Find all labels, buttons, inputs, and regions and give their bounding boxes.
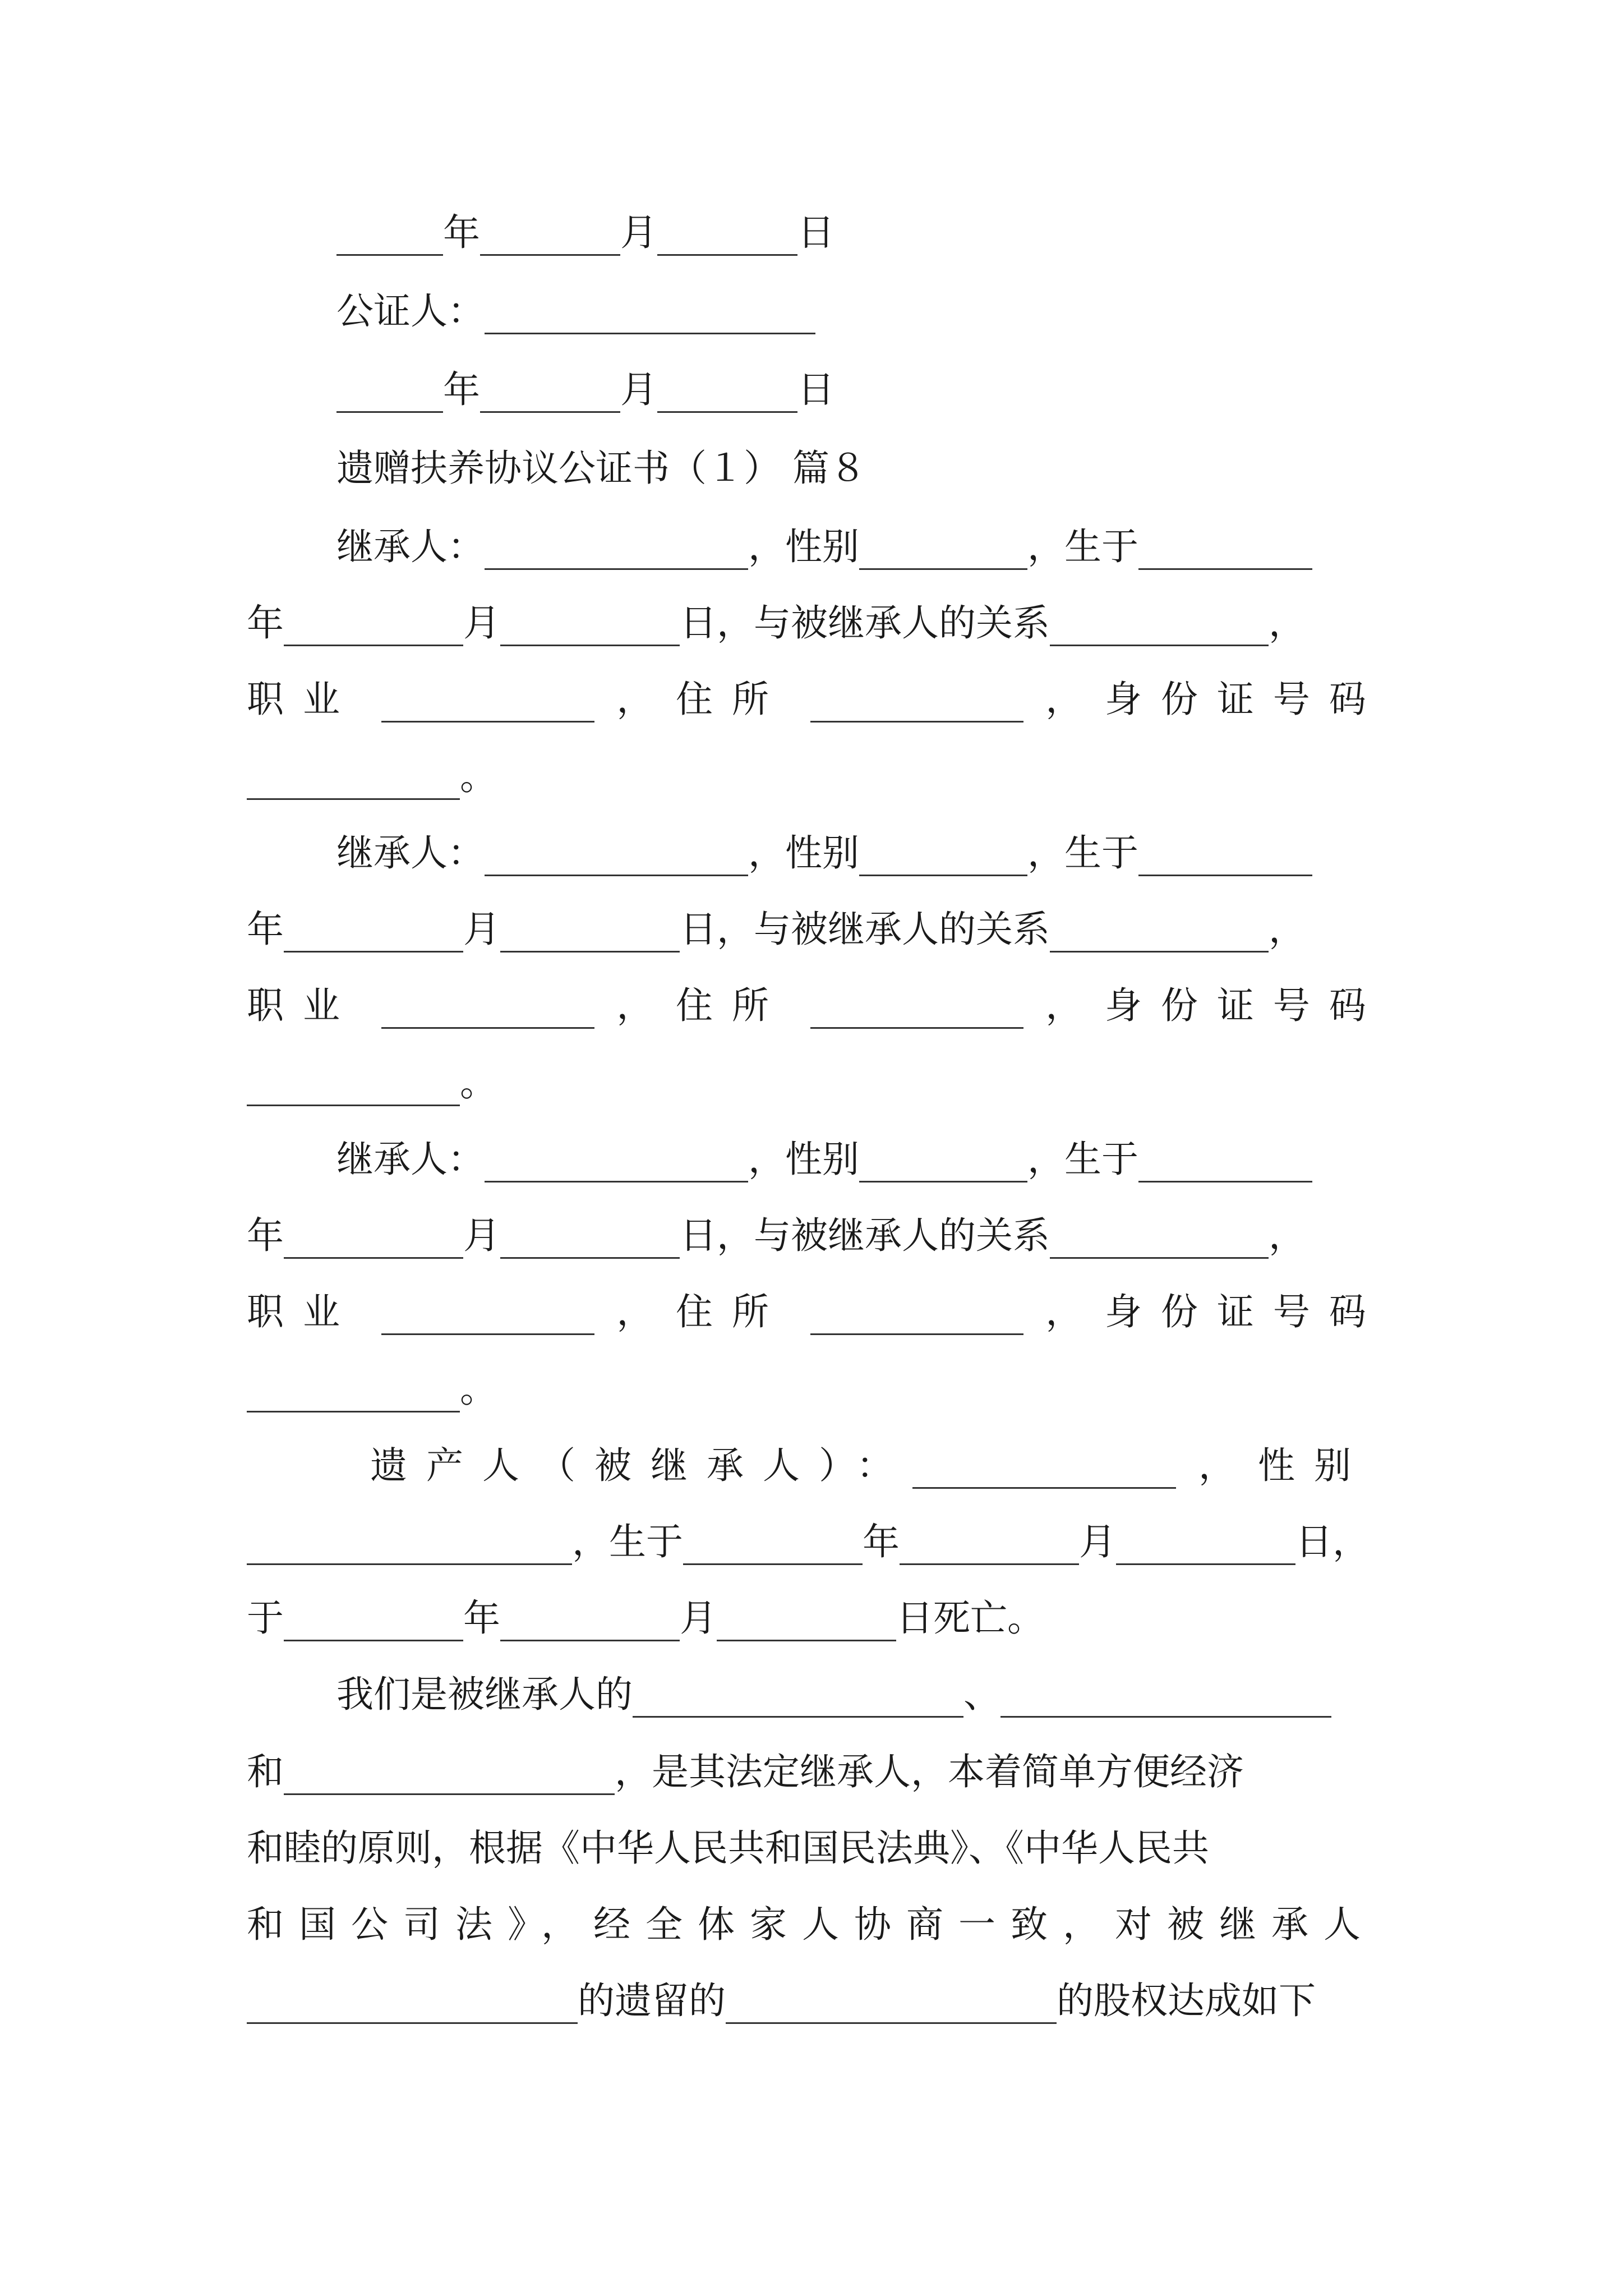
year-label: 年	[247, 1214, 284, 1257]
notary-line	[336, 280, 1385, 342]
comma: ，	[1045, 984, 1083, 1027]
year-label: 年	[443, 368, 480, 411]
heir-3-line-2	[247, 1205, 1385, 1267]
died-suffix: 日死亡。	[896, 1596, 1044, 1640]
statement-line-2	[247, 1741, 1385, 1803]
died-month-blank	[500, 1596, 680, 1641]
company-blank	[726, 1978, 1057, 2024]
gender-blank	[247, 1520, 572, 1565]
heir-label: 继承人：	[336, 1138, 485, 1181]
died-day-blank	[717, 1596, 896, 1641]
heir-1-line-1	[336, 516, 1385, 578]
comma: ，	[1198, 1444, 1235, 1487]
year-blank	[336, 367, 443, 413]
address-blank	[810, 677, 1023, 723]
heir-1-line-2	[247, 592, 1385, 654]
heir-label: 继承人：	[336, 525, 485, 568]
died-year-blank	[284, 1596, 463, 1641]
year-blank	[284, 601, 463, 646]
gender-blank	[859, 524, 1027, 570]
address-label: 住所	[675, 678, 788, 721]
relation-label: 日，与被继承人的关系	[680, 601, 1050, 645]
day-label: 日	[797, 211, 834, 254]
died-prefix: 于	[247, 1596, 284, 1640]
day-blank	[657, 367, 797, 413]
month-blank	[900, 1520, 1079, 1565]
heir-name-blank	[485, 831, 748, 876]
id-label: 身份证号码	[1104, 1290, 1385, 1333]
comma: ，	[1045, 1290, 1083, 1333]
statement-line-4	[247, 1894, 1385, 1955]
and-label: 和	[247, 1750, 284, 1793]
year-label: 年	[863, 1520, 900, 1563]
gender-label: ，性别	[748, 1138, 859, 1181]
heir-3-line-3	[247, 1281, 1385, 1343]
decedent-blank	[247, 1978, 578, 2024]
notary-blank	[485, 289, 815, 334]
month-blank	[500, 907, 680, 953]
gender-label: ，性别	[748, 525, 859, 568]
relation-blank	[1050, 907, 1269, 953]
born-label: ，生于	[1027, 1138, 1138, 1181]
heir-3-line-4	[247, 1359, 1385, 1420]
day-label: 日，	[1295, 1520, 1370, 1563]
month-label: 月	[1079, 1520, 1116, 1563]
heir-2-line-3	[247, 975, 1385, 1037]
decedent-name-blank	[912, 1443, 1176, 1489]
heir-3-line-1	[336, 1129, 1385, 1190]
born-label: ，生于	[572, 1520, 683, 1563]
statement-line-3	[247, 1818, 1385, 1879]
month-blank	[500, 601, 680, 646]
job-blank	[381, 1290, 594, 1335]
address-label: 住所	[675, 1290, 788, 1333]
comma: ，	[616, 678, 654, 721]
year-label: 年	[443, 211, 480, 254]
relation-label: 日，与被继承人的关系	[680, 908, 1050, 951]
address-blank	[810, 1290, 1023, 1335]
section-title	[336, 438, 1385, 499]
job-label: 职业	[247, 678, 359, 721]
month-blank	[500, 1213, 680, 1259]
month-label: 月	[463, 1214, 500, 1257]
month-label: 月	[620, 368, 657, 411]
job-label: 职业	[247, 1290, 359, 1333]
heir-1-line-4	[247, 746, 1385, 808]
statement-text: ，是其法定继承人，本着简单方便经济	[615, 1750, 1244, 1793]
year-label: 年	[247, 908, 284, 951]
born-label: ，生于	[1027, 525, 1138, 568]
statement-text: 的遗留的	[578, 1979, 726, 2022]
gender-blank	[859, 1137, 1027, 1182]
period: 。	[460, 755, 497, 798]
year-label: 年	[247, 601, 284, 645]
year-blank	[284, 1213, 463, 1259]
heir-name-blank	[485, 524, 748, 570]
year-blank	[683, 1520, 863, 1565]
relation-label: 日，与被继承人的关系	[680, 1214, 1050, 1257]
month-label: 月	[620, 211, 657, 254]
month-blank	[480, 210, 620, 256]
section-title-text: 遗赠扶养协议公证书（１） 篇８	[336, 447, 866, 490]
heir-2-line-1	[336, 822, 1385, 884]
gender-blank	[859, 831, 1027, 876]
job-label: 职业	[247, 984, 359, 1027]
relation-blank	[633, 1672, 963, 1718]
month-label: 月	[680, 1596, 717, 1640]
comma: ，	[616, 984, 654, 1027]
heir-1-line-3	[247, 669, 1385, 730]
born-blank	[1138, 831, 1312, 876]
relation-blank	[284, 1750, 615, 1795]
day-label: 日	[797, 368, 834, 411]
relation-blank	[1050, 1213, 1269, 1259]
heir-name-blank	[485, 1137, 748, 1182]
heir-label: 继承人：	[336, 831, 485, 875]
statement-text: 的股权达成如下	[1057, 1979, 1316, 2022]
heir-2-line-2	[247, 899, 1385, 960]
address-blank	[810, 983, 1023, 1029]
relation-blank	[1000, 1672, 1331, 1718]
job-blank	[381, 983, 594, 1029]
relation-blank	[1050, 601, 1269, 646]
month-label: 月	[463, 908, 500, 951]
statement-text: 和国公司法》，经全体家人协商一致，对被继承人	[247, 1903, 1376, 1946]
comma: ，	[1269, 601, 1306, 645]
period: 。	[460, 1061, 497, 1105]
gender-label: 性别	[1258, 1444, 1370, 1487]
statement-line-5	[247, 1970, 1385, 2032]
born-blank	[1138, 524, 1312, 570]
job-blank	[381, 677, 594, 723]
year-label: 年	[463, 1596, 500, 1640]
id-blank	[247, 1367, 460, 1412]
comma: ，	[1269, 908, 1306, 951]
born-blank	[1138, 1137, 1312, 1182]
statement-text: 和睦的原则，根据《中华人民共和国民法典》、《中华人民共	[247, 1826, 1209, 1870]
day-blank	[657, 210, 797, 256]
comma: ，	[1269, 1214, 1306, 1257]
born-label: ，生于	[1027, 831, 1138, 875]
decedent-line-2	[247, 1511, 1385, 1573]
separator: 、	[963, 1673, 1000, 1716]
heir-2-line-4	[247, 1052, 1385, 1114]
notary-label: 公证人：	[336, 289, 485, 333]
id-label: 身份证号码	[1104, 984, 1385, 1027]
decedent-label: 遗产人（被继承人）：	[370, 1444, 912, 1487]
gender-label: ，性别	[748, 831, 859, 875]
month-label: 月	[463, 601, 500, 645]
year-blank	[284, 907, 463, 953]
decedent-line-1	[370, 1435, 1385, 1497]
comma: ，	[1045, 678, 1083, 721]
id-blank	[247, 754, 460, 800]
year-blank	[336, 210, 443, 256]
month-blank	[480, 367, 620, 413]
day-blank	[1116, 1520, 1295, 1565]
date-line-1	[336, 202, 1385, 264]
comma: ，	[616, 1290, 654, 1333]
statement-text: 我们是被继承人的	[336, 1673, 633, 1716]
date-line-2	[336, 359, 1385, 421]
address-label: 住所	[675, 984, 788, 1027]
decedent-line-3	[247, 1588, 1385, 1649]
id-blank	[247, 1061, 460, 1106]
period: 。	[460, 1368, 497, 1411]
id-label: 身份证号码	[1104, 678, 1385, 721]
statement-line-1	[336, 1664, 1385, 1726]
